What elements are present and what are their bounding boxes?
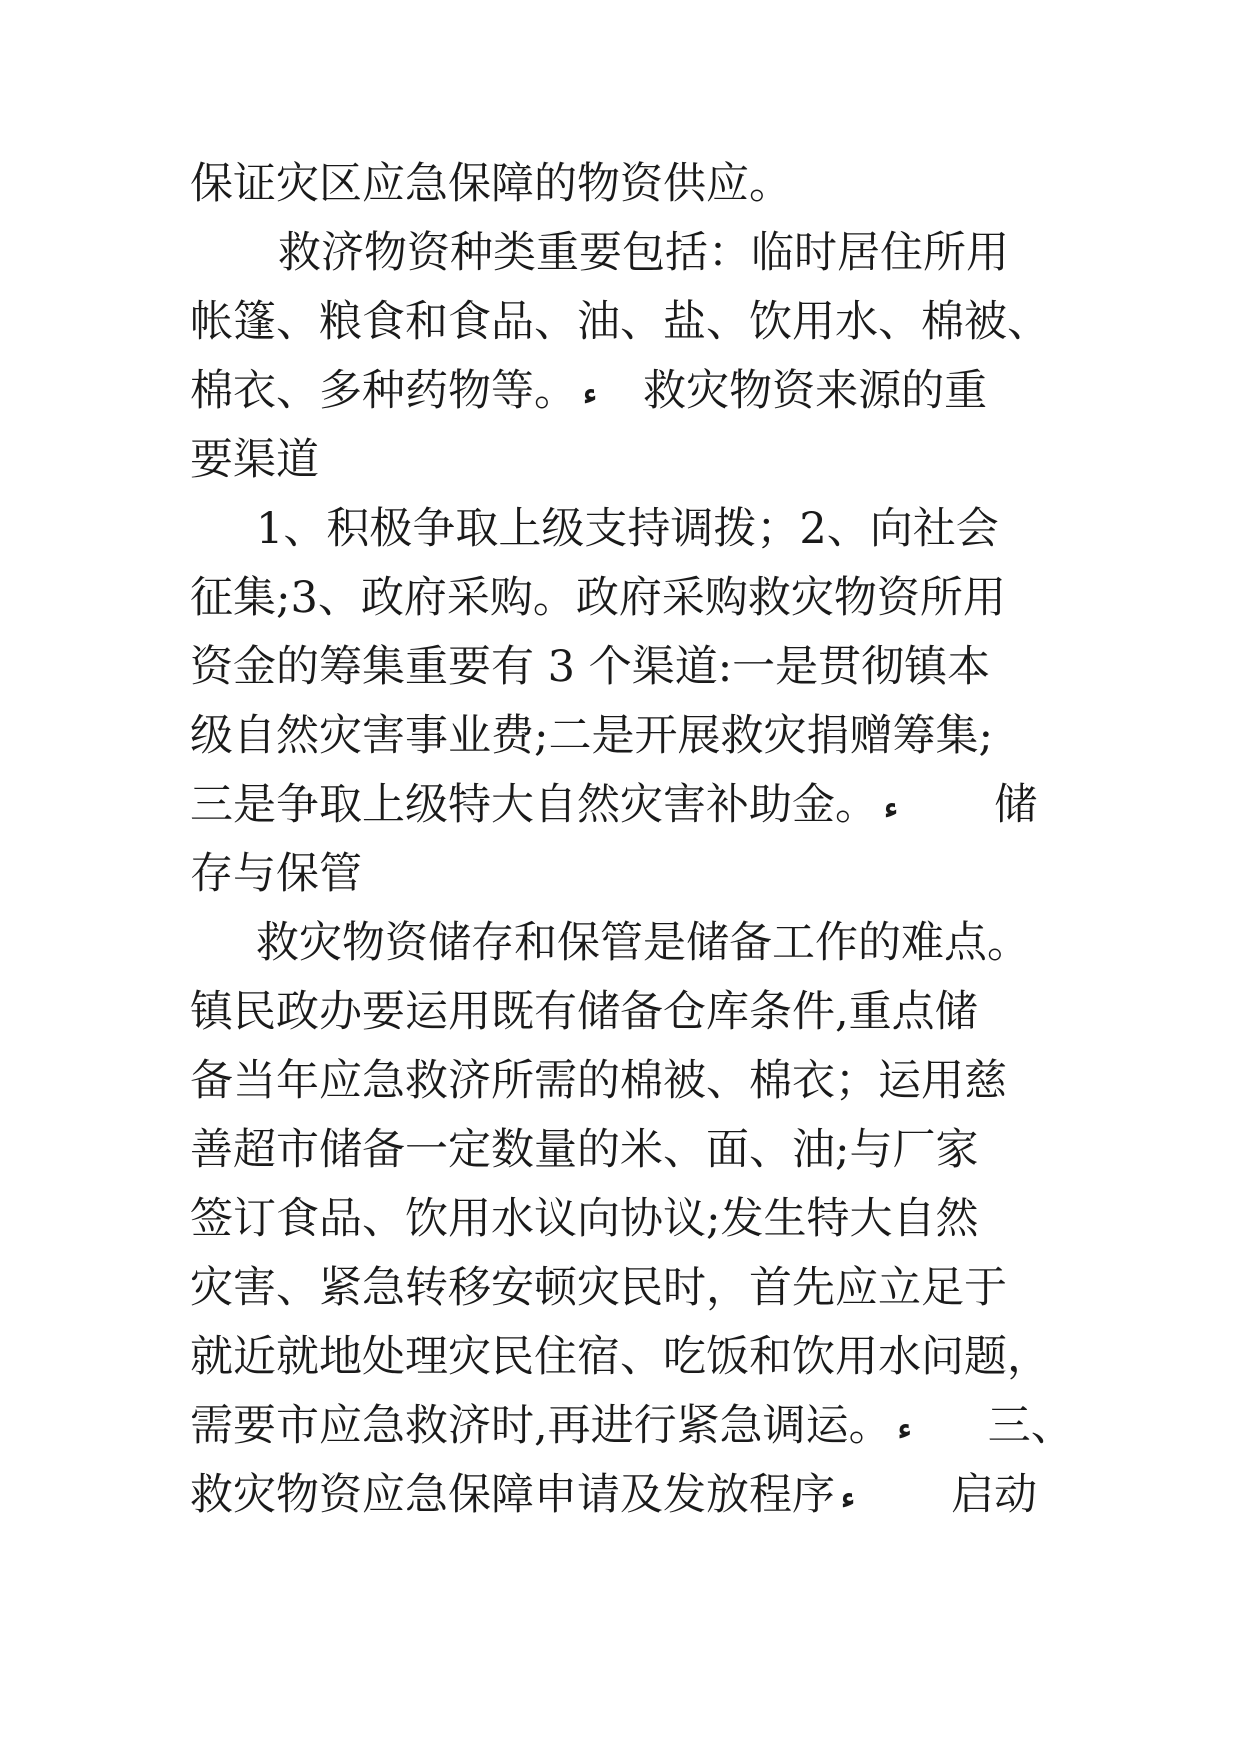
line-text: 帐篷、粮食和食品、油、盐、饮用水、棉被、 xyxy=(190,297,1050,347)
line-text: 救济物资种类重要包括：临时居住所用 xyxy=(278,228,1009,278)
paragraph-marker-icon: ء xyxy=(884,790,899,826)
text-line xyxy=(190,1254,1060,1323)
section-heading: 三、 xyxy=(987,1401,1074,1451)
line-text: 救灾物资储存和保管是储备工作的难点。 xyxy=(256,918,1030,968)
line-text: 签订食品、饮用水议向协议;发生特大自然 xyxy=(190,1194,979,1244)
line-text: 保证灾区应急保障的物资供应。 xyxy=(190,159,792,209)
text-line xyxy=(190,288,1060,357)
paragraph-marker-icon: ء xyxy=(841,1480,856,1516)
text-line xyxy=(190,219,1060,288)
text-line xyxy=(190,771,1060,840)
line-text: 需要市应急救济时,再进行紧急调运。 xyxy=(190,1401,892,1451)
text-line xyxy=(190,357,1060,426)
text-line xyxy=(190,702,1060,771)
section-heading: 救灾物资来源的重 xyxy=(643,366,988,416)
section-heading: 存与保管 xyxy=(190,849,362,899)
line-text: 级自然灾害事业费;二是开展救灾捐赠筹集; xyxy=(190,711,993,761)
text-line xyxy=(190,1185,1060,1254)
text-line xyxy=(190,150,1060,219)
text-line xyxy=(190,840,1060,909)
line-text: 启动 xyxy=(951,1470,1038,1520)
text-line xyxy=(190,909,1060,978)
line-text: 善超市储备一定数量的米、面、油;与厂家 xyxy=(190,1125,979,1175)
line-text: 资金的筹集重要有 3 个渠道:一是贯彻镇本 xyxy=(190,642,991,692)
text-line xyxy=(190,978,1060,1047)
line-text: 备当年应急救济所需的棉被、棉衣；运用慈 xyxy=(190,1056,1007,1106)
line-text: 灾害、紧急转移安顿灾民时，首先应立足于 xyxy=(190,1263,1007,1313)
section-heading: 要渠道 xyxy=(190,435,319,485)
section-heading: 救灾物资应急保障申请及发放程序 xyxy=(190,1470,835,1520)
section-heading: 储 xyxy=(994,780,1038,830)
line-text: 1、积极争取上级支持调拨；2、向社会 xyxy=(256,504,999,554)
paragraph-marker-icon: ء xyxy=(583,376,598,412)
line-text: 三是争取上级特大自然灾害补助金。 xyxy=(190,780,878,830)
text-line xyxy=(190,633,1060,702)
paragraph-marker-icon: ء xyxy=(897,1411,912,1447)
text-line xyxy=(190,1461,1060,1530)
text-line xyxy=(190,1392,1074,1461)
text-line xyxy=(190,426,1060,495)
line-text: 棉衣、多种药物等。 xyxy=(190,366,577,416)
text-line xyxy=(190,495,1060,564)
line-text: 镇民政办要运用既有储备仓库条件,重点储 xyxy=(190,987,978,1037)
text-line xyxy=(190,1116,1060,1185)
text-line xyxy=(190,564,1060,633)
text-line xyxy=(190,1323,1060,1392)
text-line xyxy=(190,1047,1060,1116)
line-text: 就近就地处理灾民住宿、吃饭和饮用水问题， xyxy=(190,1332,1050,1382)
body-text xyxy=(190,150,1074,1530)
line-text: 征集;3、政府采购。政府采购救灾物资所用 xyxy=(190,573,1006,623)
